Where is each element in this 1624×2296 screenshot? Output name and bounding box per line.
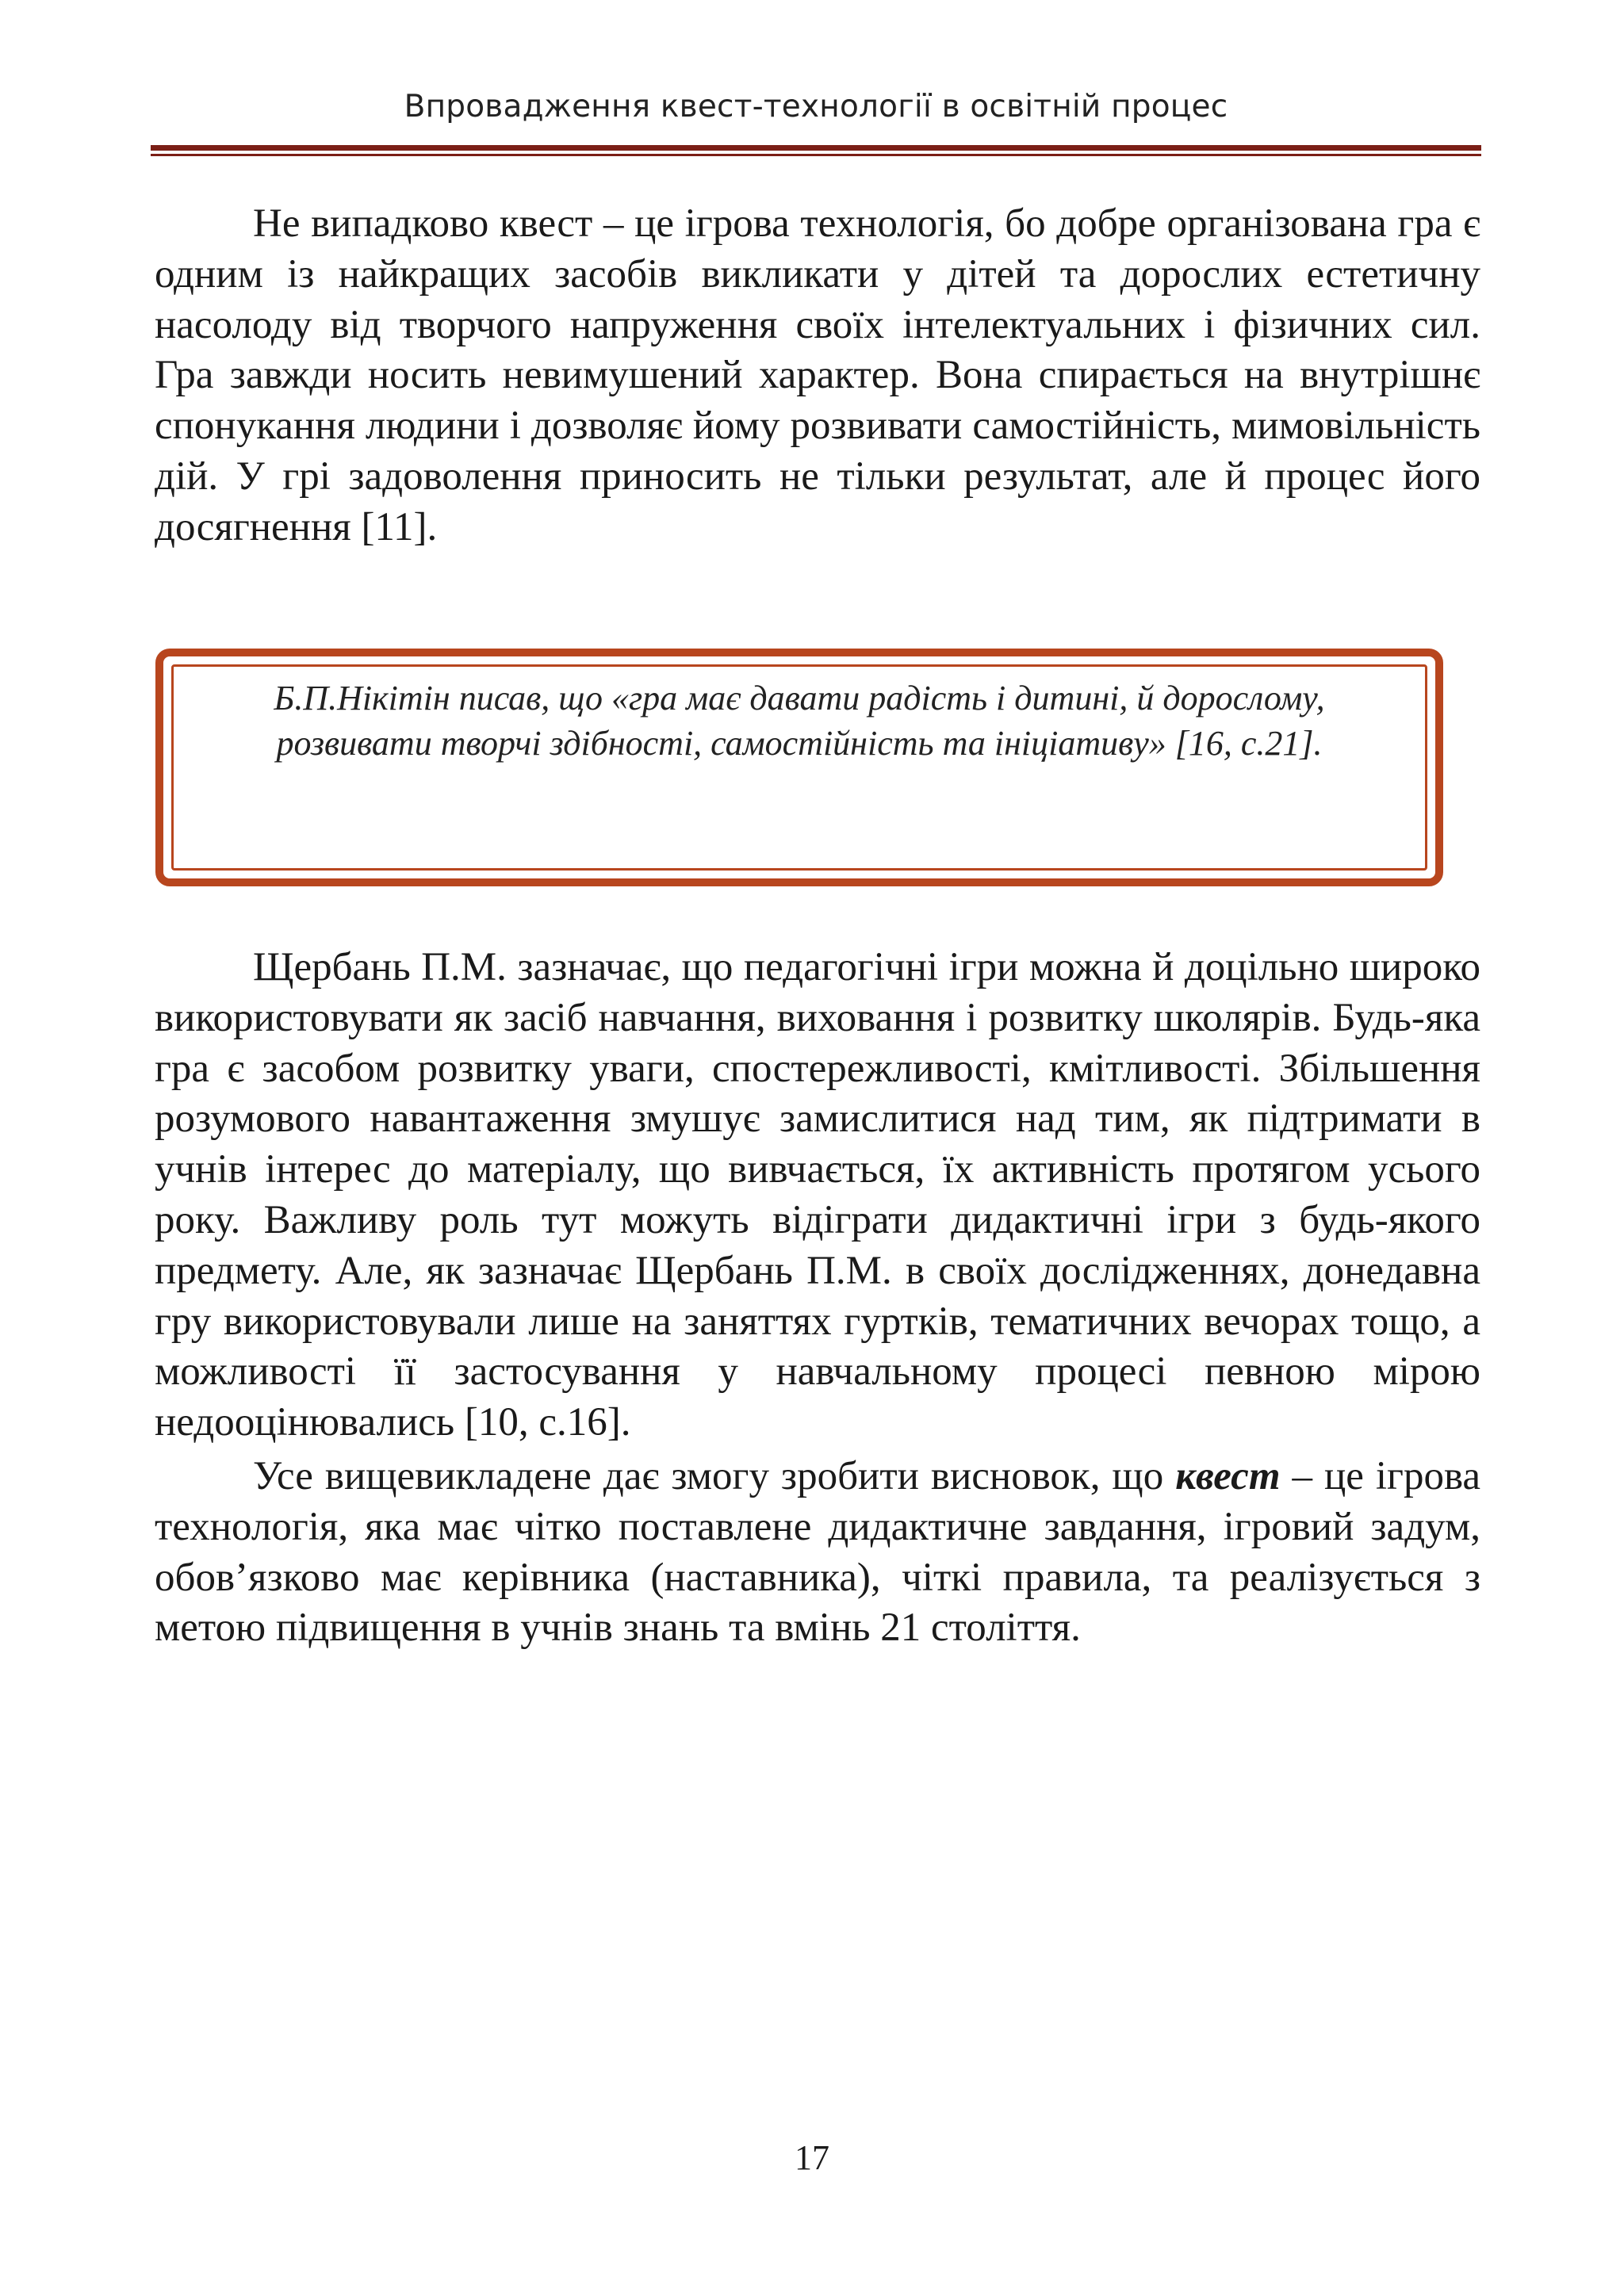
emphasis-term: квест [1175, 1453, 1281, 1498]
paragraph-3 [155, 1452, 1480, 1654]
paragraph-1: Не випадково квест – це ігрова технологія, бо добре організована гра є одним із найкращих засобів викликати у дітей та дорослих естетичну насолоду від творчого напруження своїх інтелектуальних і фізичних сил. Гра завжди носить невимушений характер. Вона спирається на внутрішнє спонукання людини і дозволяє йому розвивати самостійність, мимовільність дій. У грі задоволення приносить не тільки результат, але й процес його досягнення [11]. [155, 201, 1480, 549]
body-section-top [155, 199, 1480, 553]
quote-text: Б.П.Нікітін писав, що «гра має давати радість і дитині, й дорослому, розвивати творчі здібності, самостійність та ініціативу» [16, с.21]. [274, 679, 1325, 763]
page-number: 17 [795, 2138, 829, 2177]
body-section-bottom [155, 943, 1480, 1654]
paragraph-2: Щербань П.М. зазначає, що педагогічні ігри можна й доцільно широко використовувати як засіб навчання, виховання і розвитку школярів. Будь-яка гра є засобом розвитку уваги, спостережливості, кмітливості. Збільшення розумового навантаження змушує замислитися над тим, як підтримати в учнів інтерес до матеріалу, що вивчається, їх активність протягом усього року. Важливу роль тут можуть відіграти дидактичні ігри з будь-якого предмету. Але, як зазначає Щербань П.М. в своїх дослідженнях, донедавна гру використовували лише на заняттях гуртків, тематичних вечорах тощо, а можливості її застосування у навчальному процесі певною мірою недооцінювались [10, с.16]. [155, 945, 1480, 1445]
header-rule-thick [151, 145, 1481, 151]
paragraph-3-start: Усе вищевикладене дає змогу зробити висновок, що [253, 1453, 1176, 1498]
paragraph-3-end: – це ігрова технологія, яка має чітко поставлене дидактичне завдання, ігровий задум, обов’язково має керівника (наставника), чіткі правила, та реалізується з метою підвищення в учнів знань та вмінь 21 століття. [155, 1453, 1480, 1651]
quote-box [155, 649, 1443, 886]
running-header: Впровадження квест-технології в освітній процес [404, 89, 1228, 124]
header-rule-thin [151, 154, 1481, 156]
